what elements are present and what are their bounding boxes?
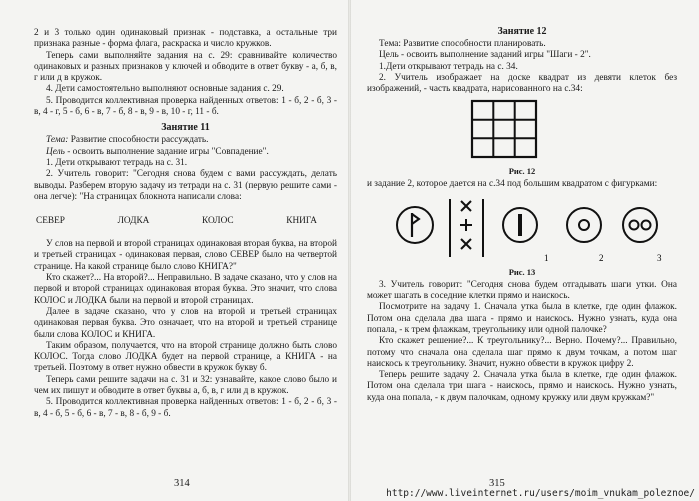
left-page (0, 0, 349, 501)
topic-line (34, 135, 337, 146)
topic-label: Тема: (46, 135, 69, 146)
paragraph: 2. Учитель говорит: "Сегодня снова будем с вами рассуждать, делать выводы. Разберем вторую задачу из тетради на с. 31 (первую решите сами - она легче): "На страницах блокнота написали слова: (34, 169, 337, 202)
paragraph: 1. Дети открывают тетрадь на с. 31. (46, 157, 188, 168)
paragraph: Таким образом, получается, что на второй странице должно быть слово КОЛОС. Тогда слово ЛОДКА будет на первой странице, а КНИГА - на третьей. Поэтому в ответ нужно обвести в кружок букву б. (34, 340, 337, 374)
paragraph: Теперь решите задачу 2. Сначала утка была в клетке, где один флажок. Потом она сделала три шага - наискось, прямо и наискось. Нужно узнать, куда она попала, - к двум палочкам, одному кружку или двум кружкам?" (367, 370, 677, 403)
paragraph: Посмотрите на задачу 1. Сначала утка была в клетке, где один флажок. Потом она сделала два шага - прямо и наискось. Нужно узнать, куда она попала, - к трем флажкам, треугольнику или одной палочке? (367, 302, 677, 335)
topic-line: Тема: Развитие способности планировать. (379, 39, 546, 49)
paragraph: 2 и 3 только один одинаковый признак - подставка, а остальные три признака разные - форма флага, раскраска и число кружков. (34, 28, 337, 50)
word: СЕВЕР (36, 216, 65, 227)
paragraph: 1.Дети открывают тетрадь на с. 34. (379, 61, 518, 72)
crosses-and-plus-icon (460, 201, 472, 249)
paragraph: Теперь сами решите задачи на с. 31 и 32: узнавайте, какое слово было и чем их пишут и обводите в ответ буквы а, б, в, г или д в кружок. (34, 374, 337, 397)
paragraph: Кто скажет?... На второй?... Неправильно. В задаче сказано, что у слов на первой и второй страницах одинаковая вторая буква. Это значит, что слова КОЛОС и ЛОДКА были на первой и второй страницах. (34, 273, 337, 306)
lesson-heading: Занятие 11 (161, 122, 210, 134)
figure-label: 1 (544, 252, 549, 263)
page-number: 314 (174, 478, 190, 489)
circle-with-flag-icon (397, 207, 433, 243)
duck-steps-figure (387, 195, 667, 265)
figure-label: 3 (657, 252, 662, 263)
word: ЛОДКА (117, 216, 150, 227)
goal-label: Цель (46, 146, 65, 157)
goal-text: - освоить выполнение задание игры "Совпадение". (64, 146, 269, 157)
word: КОЛОС (202, 216, 234, 227)
source-url: http://www.liveinternet.ru/users/moim_vnukam_poleznoe/ (386, 488, 695, 499)
paragraph: Кто скажет решение?... К треугольнику?... Верно. Почему?... Правильно, потому что сначала она сделала шаг прямо к двум точкам, а потом шаг наискось к треугольнику. Значит, нужно обвести в кружок цифру 2. (367, 336, 677, 369)
circle-with-bar-icon (503, 208, 537, 242)
paragraph: 3. Учитель говорит: "Сегодня снова будем отгадывать шаги утки. Она может шагать в соседние клетки прямо и наискось. (367, 279, 677, 302)
lesson-heading: Занятие 12 (497, 26, 547, 37)
figure-label: 2 (599, 252, 604, 263)
paragraph: 5. Проводится коллективная проверка найденных ответов: 1 - б, 2 - б, 3 - в, 4 - г, 5 - б, 6 - в, 7 - б, 8 - в, 9 - в, 10 - г, 11 - б. (34, 95, 337, 118)
paragraph: и задание 2, которое дается на с.34 под большим квадратом с фигурками: (367, 179, 658, 190)
word: КНИГА (286, 216, 317, 227)
figure-caption: Рис. 12 (508, 166, 536, 177)
paragraph: Далее в задаче сказано, что у слов на второй и третьей страницах одинаковая первая буква. Это означает, что на второй и третьей странице были слова КОЛОС и КНИГА. (34, 306, 337, 340)
nine-cell-grid-figure (469, 99, 539, 159)
goal-line (34, 147, 337, 158)
goal-line: Цель - освоить выполнение заданий игры "Шаги - 2". (379, 50, 591, 61)
circle-with-dot-icon (567, 208, 601, 242)
right-page (351, 0, 699, 501)
paragraph: 2. Учитель изображает на доске квадрат из девяти клеток без изображений, - часть квадрата, нарисованного на с.34: (367, 72, 677, 95)
paragraph: Теперь сами выполняйте задания на с. 29: сравнивайте количество одинаковых и разных признаков у ключей и обводите в ответ букву - а, б, в, г или д в кружок. (34, 50, 337, 84)
paragraph: 5. Проводится коллективная проверка найденных ответов: 1 - б, 2 - б, 3 - в, 4 - б, 5 - б, 6 - в, 7 - в, 8 - б, 9 - б. (34, 397, 337, 419)
page-number: 315 (489, 478, 505, 489)
word-list (36, 216, 317, 226)
paragraph: 4. Дети самостоятельно выполняют основные задания с. 29. (46, 84, 284, 95)
circle-with-two-dots-icon (623, 208, 657, 242)
figure-caption: Рис. 13 (508, 266, 536, 277)
paragraph: У слов на первой и второй страницах одинаковая вторая буква, на второй и третьей страницах - одинаковая первая, слово СЕВЕР было на четвертой странице. На какой странице было слово КНИГА?" (34, 239, 337, 272)
topic-text: Развитие способности рассуждать. (68, 135, 209, 146)
grid-outline (472, 101, 536, 157)
